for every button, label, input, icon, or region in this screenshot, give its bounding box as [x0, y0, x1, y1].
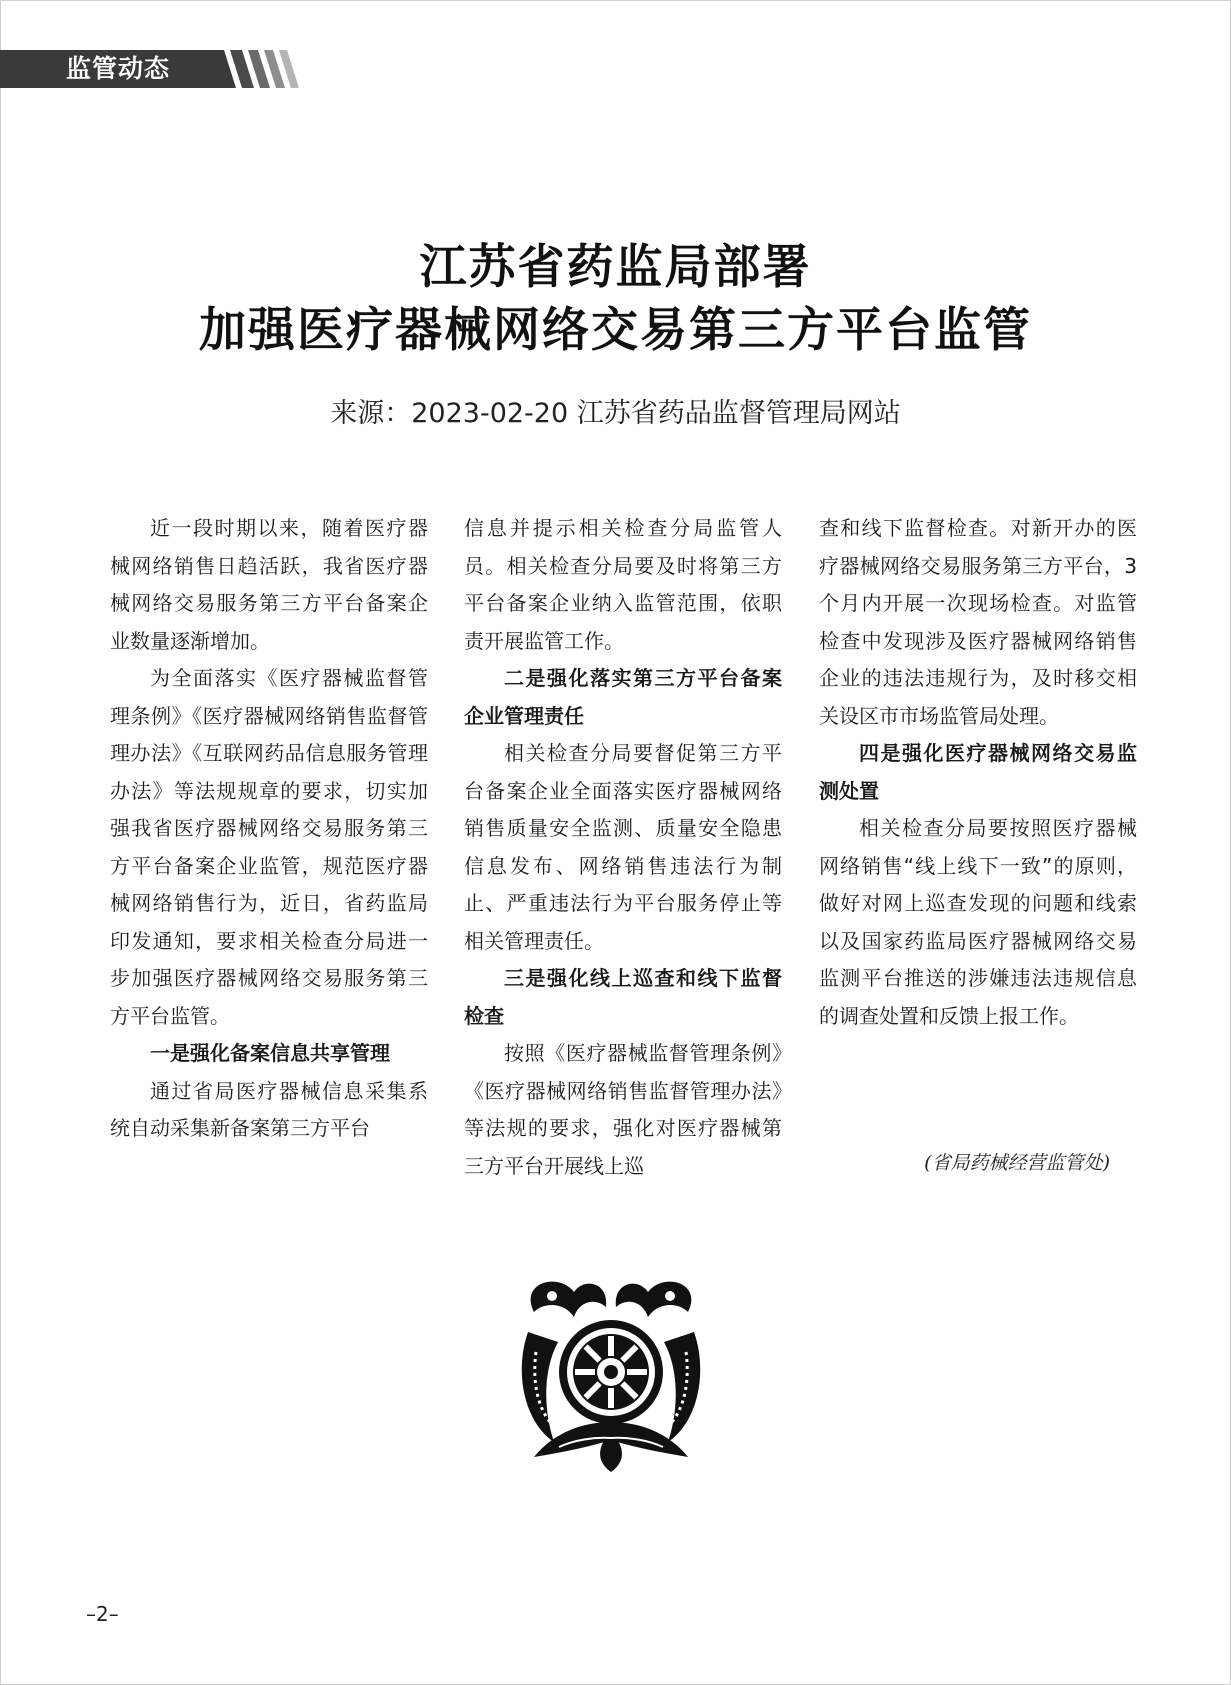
title-line-1: 江苏省药监局部署	[419, 240, 812, 295]
paragraph: 相关检查分局要按照医疗器械网络销售“线上线下一致”的原则，做好对网上巡查发现的问题和线索以及国家药监局医疗器械网络交易监测平台推送的涉嫌违法违规信息的调查处置和反馈上报工作。	[819, 816, 1137, 1028]
section-heading: 四是强化医疗器械网络交易监测处置	[819, 741, 1137, 803]
text-column-1	[110, 510, 428, 1148]
section-heading: 三是强化线上巡查和线下监督检查	[464, 966, 782, 1028]
section-heading: 一是强化备案信息共享管理	[150, 1041, 390, 1065]
paragraph: 通过省局医疗器械信息采集系统自动采集新备案第三方平台	[110, 1078, 428, 1140]
title-line-2: 加强医疗器械网络交易第三方平台监管	[199, 303, 1032, 358]
paragraph: 近一段时期以来，随着医疗器械网络销售日趋活跃，我省医疗器械网络交易服务第三方平台备案企业数量逐渐增加。	[110, 516, 428, 653]
text-column-3	[819, 510, 1137, 1035]
paragraph: 按照《医疗器械监督管理条例》《医疗器械网络销售监督管理办法》等法规的要求，强化对医疗器械第三方平台开展线上巡	[464, 1041, 782, 1178]
paragraph: 相关检查分局要督促第三方平台备案企业全面落实医疗器械网络销售质量安全监测、质量安全隐患信息发布、网络销售违法行为制止、严重违法行为平台服务停止等相关管理责任。	[464, 741, 782, 953]
section-banner	[0, 50, 310, 88]
paragraph: 查和线下监督检查。对新开办的医疗器械网络交易服务第三方平台，3个月内开展一次现场检查。对监管检查中发现涉及医疗器械网络销售企业的违法违规行为，及时移交相关设区市市场监管局处理。	[819, 516, 1137, 728]
section-label: 监管动态	[66, 54, 171, 83]
article-source: 来源：2023-02-20 江苏省药品监督管理局网站	[330, 398, 901, 429]
article-credit: (省局药械经营监管处)	[924, 1152, 1110, 1174]
paragraph: 信息并提示相关检查分局监管人员。相关检查分局要及时将第三方平台备案企业纳入监管范围，依职责开展监管工作。	[464, 516, 782, 653]
decorative-ornament-icon	[514, 1272, 708, 1474]
article-title	[0, 236, 1231, 362]
section-heading: 二是强化落实第三方平台备案企业管理责任	[464, 666, 782, 728]
text-column-2	[464, 510, 782, 1185]
page-number: –2–	[86, 1602, 119, 1626]
paragraph: 为全面落实《医疗器械监督管理条例》《医疗器械网络销售监督管理办法》《互联网药品信息服务管理办法》等法规规章的要求，切实加强我省医疗器械网络交易服务第三方平台备案企业监管，规范医疗器械网络销售行为，近日，省药监局印发通知，要求相关检查分局进一步加强医疗器械网络交易服务第三方平台监管。	[110, 666, 428, 1028]
